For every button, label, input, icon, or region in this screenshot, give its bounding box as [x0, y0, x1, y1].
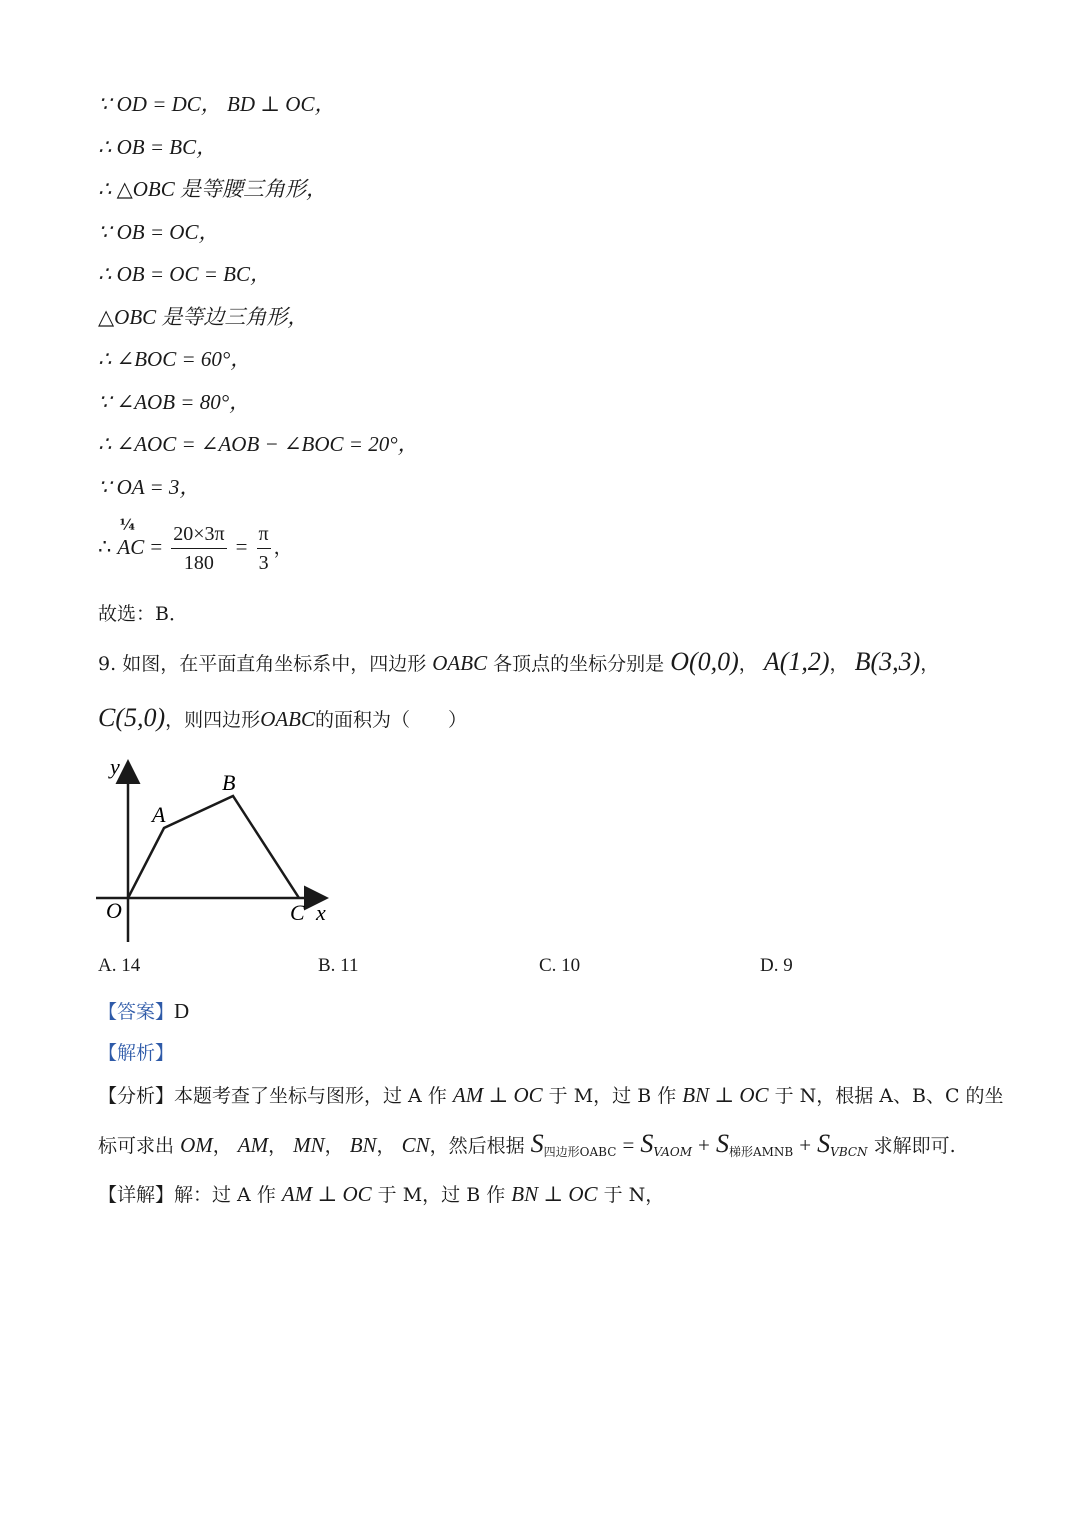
point-c-label: C — [290, 900, 305, 925]
area-symbol: S — [530, 1129, 544, 1158]
plus-sign: + — [698, 1133, 710, 1157]
segment-am: AM — [237, 1133, 269, 1157]
fenxi-text: 求解即可. — [873, 1135, 956, 1157]
area-symbol: S — [817, 1129, 831, 1158]
x-axis-label: x — [316, 900, 326, 925]
proof-line-7 — [98, 347, 251, 372]
proof-text: △OBC 是等边三角形， — [98, 305, 309, 329]
option-a: A. 14 — [98, 955, 141, 976]
segment-bn: BN — [349, 1133, 377, 1157]
proof-text: ∴ OB = OC = BC， — [98, 262, 271, 286]
quad-name: OABC — [260, 707, 316, 731]
proof-line-9 — [98, 432, 419, 457]
point-a-label: A — [152, 802, 166, 827]
question-text: ，则四边形 — [165, 709, 261, 731]
proof-line-6 — [98, 305, 308, 330]
detail-text: 于 N， — [603, 1184, 665, 1206]
area-subscript: 四边形OABC — [543, 1145, 617, 1159]
proof-text: ∴ △OBC 是等腰三角形， — [98, 177, 328, 201]
fraction-numerator: 20×3π — [171, 522, 226, 549]
proof-line-11 — [98, 515, 293, 575]
detail-text: 于 M，过 B 作 — [377, 1184, 506, 1206]
detail-line — [98, 1182, 664, 1207]
therefore-symbol: ∴ — [98, 534, 112, 559]
proof-text: ∵ OB = OC， — [98, 220, 220, 244]
conclusion-text: 故选：B． — [98, 603, 188, 625]
equals-sign: = — [150, 534, 163, 559]
point-a-coord: A(1,2) — [763, 647, 830, 676]
answer-value: D — [174, 999, 190, 1023]
point-b-label: B — [222, 770, 236, 795]
fraction-denominator: 180 — [183, 552, 214, 574]
proof-text: ∴ ∠BOC = 60°， — [98, 347, 252, 371]
analysis-tag: 【解析】 — [98, 1042, 175, 1064]
proof-line-2 — [98, 135, 217, 160]
detail-tag: 【详解】 — [98, 1184, 175, 1206]
segment-mn: MN — [293, 1133, 325, 1157]
proof-line-1 — [98, 92, 335, 117]
point-b-coord: B(3,3) — [854, 647, 921, 676]
equals-sign: = — [622, 1133, 635, 1157]
comma: ， — [273, 536, 293, 559]
option-c: C. 10 — [539, 955, 581, 976]
proof-line-4 — [98, 220, 219, 245]
fenxi-tag: 【分析】 — [98, 1085, 175, 1107]
perpendicular-am-oc: AM ⊥ OC — [281, 1182, 372, 1206]
fenxi-text: 标可求出 — [98, 1135, 175, 1157]
proof-text: ∴ OB = BC， — [98, 135, 218, 159]
segment-om: OM — [180, 1133, 213, 1157]
area-symbol: S — [640, 1129, 654, 1158]
fenxi-text: 本题考查了坐标与图形，过 A 作 — [174, 1085, 447, 1107]
arc-label: AC — [117, 534, 145, 559]
detail-text: 解：过 A 作 — [174, 1184, 276, 1206]
y-axis-label: y — [110, 754, 120, 779]
point-o-coord: O(0,0) — [670, 647, 739, 676]
point-o-label: O — [106, 898, 122, 923]
question-text: 的面积为（ ） — [315, 709, 468, 731]
proof-text: ∵ OD = DC， BD ⊥ OC， — [98, 92, 336, 116]
fenxi-text: 于 N，根据 A、B、C 的坐 — [774, 1085, 1004, 1107]
answer-tag: 【答案】 — [98, 1001, 175, 1023]
conclusion-line — [98, 602, 188, 626]
option-b: B. 11 — [318, 955, 359, 976]
proof-line-3 — [98, 177, 327, 202]
quad-name: OABC — [432, 651, 488, 675]
segment-cn: CN — [401, 1133, 430, 1157]
coordinate-figure — [92, 752, 342, 947]
analysis-line — [98, 1041, 174, 1065]
question-line-2 — [98, 703, 468, 732]
area-subscript: 梯形AMNB — [728, 1145, 794, 1159]
question-text: 如图，在平面直角坐标系中，四边形 — [122, 653, 427, 675]
arc-ac — [117, 515, 145, 560]
proof-text: ∵ OA = 3， — [98, 475, 201, 499]
fraction-2 — [257, 522, 271, 575]
question-text: 各顶点的坐标分别是 — [493, 653, 665, 675]
fraction-numerator: π — [257, 522, 271, 549]
proof-text: ∵ ∠AOB = 80°， — [98, 390, 251, 414]
perpendicular-am-oc: AM ⊥ OC — [452, 1083, 543, 1107]
area-subscript: VBCN — [830, 1145, 868, 1159]
plus-sign: + — [799, 1133, 812, 1157]
answer-line — [98, 999, 189, 1024]
fenxi-line-2: 标可求出 OM， AM， MN， BN， CN，然后根据 $S_{四边形OABC} = S_{VAOM} + S_{梯形AMNB} + S_{VBCN}$ 求解即可. — [98, 1129, 956, 1159]
perpendicular-bn-oc: BN ⊥ OC — [511, 1182, 598, 1206]
fenxi-text: ，然后根据 — [429, 1135, 525, 1157]
fenxi-line-1 — [98, 1083, 1004, 1108]
area-symbol: S — [715, 1129, 729, 1158]
point-c-coord: C(5,0) — [98, 703, 166, 732]
perpendicular-bn-oc: BN ⊥ OC — [682, 1083, 769, 1107]
proof-line-10 — [98, 475, 200, 500]
arc-mark: ¼ — [119, 515, 136, 534]
option-d: D. 9 — [760, 955, 793, 976]
proof-line-5 — [98, 262, 271, 287]
area-subscript: VAOM — [653, 1145, 692, 1159]
proof-line-8 — [98, 390, 250, 415]
proof-text: ∴ ∠AOC = ∠AOB − ∠BOC = 20°， — [98, 432, 419, 456]
equals-sign: = — [235, 534, 248, 559]
question-line-1: 9. 如图，在平面直角坐标系中，四边形 OABC 各顶点的坐标分别是 O(0,0)， A(1,2)， B(3,3)， — [98, 647, 940, 676]
fraction-denominator: 3 — [258, 552, 269, 574]
question-number: 9. — [98, 653, 117, 675]
fenxi-text: 于 M，过 B 作 — [548, 1085, 677, 1107]
fraction-1 — [171, 522, 226, 575]
